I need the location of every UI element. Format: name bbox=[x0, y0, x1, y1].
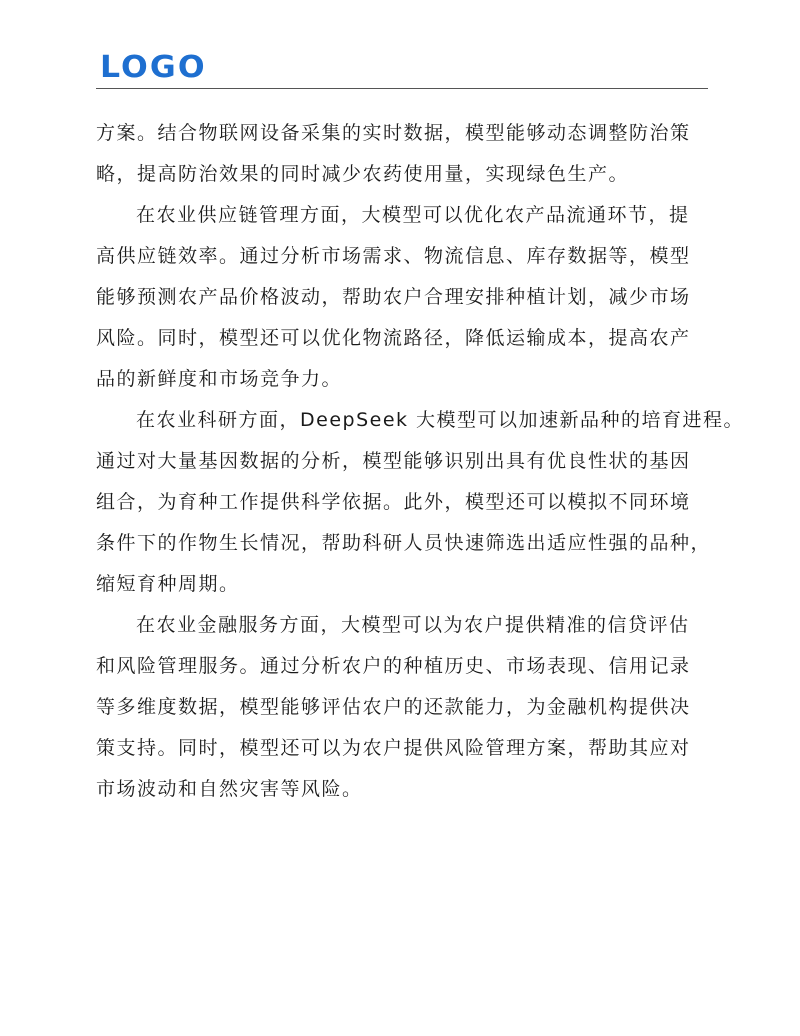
body-line: 和风险管理服务。通过分析农户的种植历史、市场表现、信用记录 bbox=[96, 655, 691, 677]
body-line: 在农业供应链管理方面，大模型可以优化农产品流通环节，提 bbox=[136, 204, 690, 226]
body-line: 条件下的作物生长情况，帮助科研人员快速筛选出适应性强的品种， bbox=[96, 532, 712, 554]
body-line: 组合，为育种工作提供科学依据。此外，模型还可以模拟不同环境 bbox=[96, 491, 691, 513]
body-line: 市场波动和自然灾害等风险。 bbox=[96, 778, 363, 800]
body-line: 高供应链效率。通过分析市场需求、物流信息、库存数据等，模型 bbox=[96, 245, 691, 267]
body-line: 在农业科研方面，DeepSeek 大模型可以加速新品种的培育进程。 bbox=[136, 409, 745, 431]
body-line: 能够预测农产品价格波动，帮助农户合理安排种植计划，减少市场 bbox=[96, 286, 691, 308]
body-line: 风险。同时，模型还可以优化物流路径，降低运输成本，提高农产 bbox=[96, 327, 691, 349]
logo: LOGO bbox=[100, 50, 207, 85]
body-line: 在农业金融服务方面，大模型可以为农户提供精准的信贷评估 bbox=[136, 614, 690, 636]
body-line: 略，提高防治效果的同时减少农药使用量，实现绿色生产。 bbox=[96, 163, 630, 185]
body-line: 通过对大量基因数据的分析，模型能够识别出具有优良性状的基因 bbox=[96, 450, 691, 472]
body-line: 品的新鲜度和市场竞争力。 bbox=[96, 368, 343, 390]
page-header bbox=[96, 52, 708, 89]
body-line: 等多维度数据，模型能够评估农户的还款能力，为金融机构提供决 bbox=[96, 696, 691, 718]
body-line: 方案。结合物联网设备采集的实时数据，模型能够动态调整防治策 bbox=[96, 122, 691, 144]
document-body bbox=[96, 113, 745, 810]
body-line: 缩短育种周期。 bbox=[96, 573, 240, 595]
body-line: 策支持。同时，模型还可以为农户提供风险管理方案，帮助其应对 bbox=[96, 737, 691, 759]
